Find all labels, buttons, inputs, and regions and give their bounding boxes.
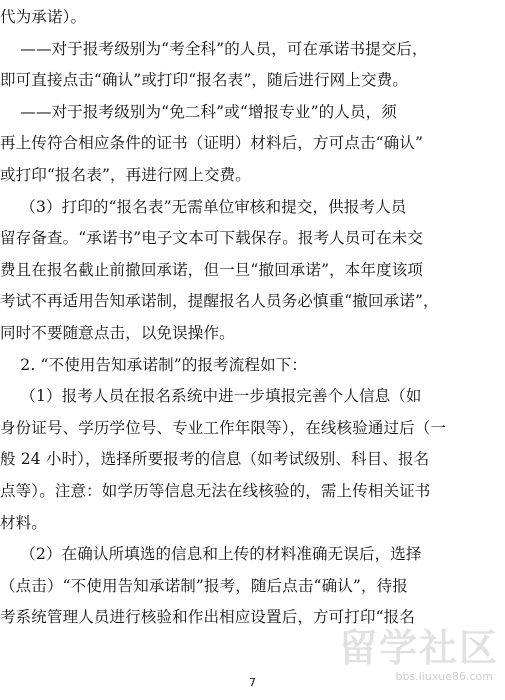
text-line: 费且在报名截止前撤回承诺，但一旦“撤回承诺”，本年度该项 — [0, 260, 424, 279]
text-line: （2）在确认所填选的信息和上传的材料准确无误后，选择 — [0, 545, 422, 564]
text-line: 留存备查。“承诺书”电子文本可下载保存。报考人员可在未交 — [0, 229, 424, 248]
text-line: 或打印“报名表”，再进行网上交费。 — [0, 166, 251, 184]
text-line: 2. “不使用告知承诺制”的报考流程如下： — [0, 355, 308, 374]
watermark-logo-text: 留学社区 — [338, 626, 499, 670]
text-line: 点等）。注意：如学历等信息无法在线核验的，需上传相关证书 — [0, 482, 431, 500]
text-line: （点击）“不使用告知承诺制”报考，随后点击“确认”，待报 — [0, 576, 408, 595]
text-line: （1）报考人员在报名系统中进一步填报完善个人信息（如 — [0, 387, 422, 406]
text-line: 同时不要随意点击，以免误操作。 — [0, 324, 235, 342]
text-line: （3）打印的“报名表”无需单位审核和提交，供报考人员 — [0, 197, 407, 216]
text-line: ——对于报考级别为“免二科”或“增报专业”的人员，须 — [0, 102, 397, 121]
watermark-url: bbs.liuxue86.com — [395, 670, 493, 683]
text-line: 考试不再适用告知承诺制，提醒报名人员务必慎重“撤回承诺”， — [0, 292, 439, 311]
text-line: 般 24 小时），选择所要报考的信息（如考试级别、科目、报名 — [0, 450, 430, 469]
page-number: 7 — [249, 676, 256, 689]
text-line: 即可直接点击“确认”或打印“报名表”，随后进行网上交费。 — [0, 71, 408, 90]
text-line: 身份证号、学历学位号、专业工作年限等），在线核验通过后（一 — [0, 418, 447, 437]
text-line: ——对于报考级别为“考全科”的人员，可在承诺书提交后， — [0, 39, 428, 58]
text-line: 再上传符合相应条件的证书（证明）材料后，方可点击“确认” — [0, 134, 424, 153]
text-line: 考系统管理人员进行核验和作出相应设置后，方可打印“报名 — [0, 608, 415, 627]
text-line: 代为承诺）。 — [0, 8, 87, 26]
text-line: 材料。 — [0, 513, 47, 532]
